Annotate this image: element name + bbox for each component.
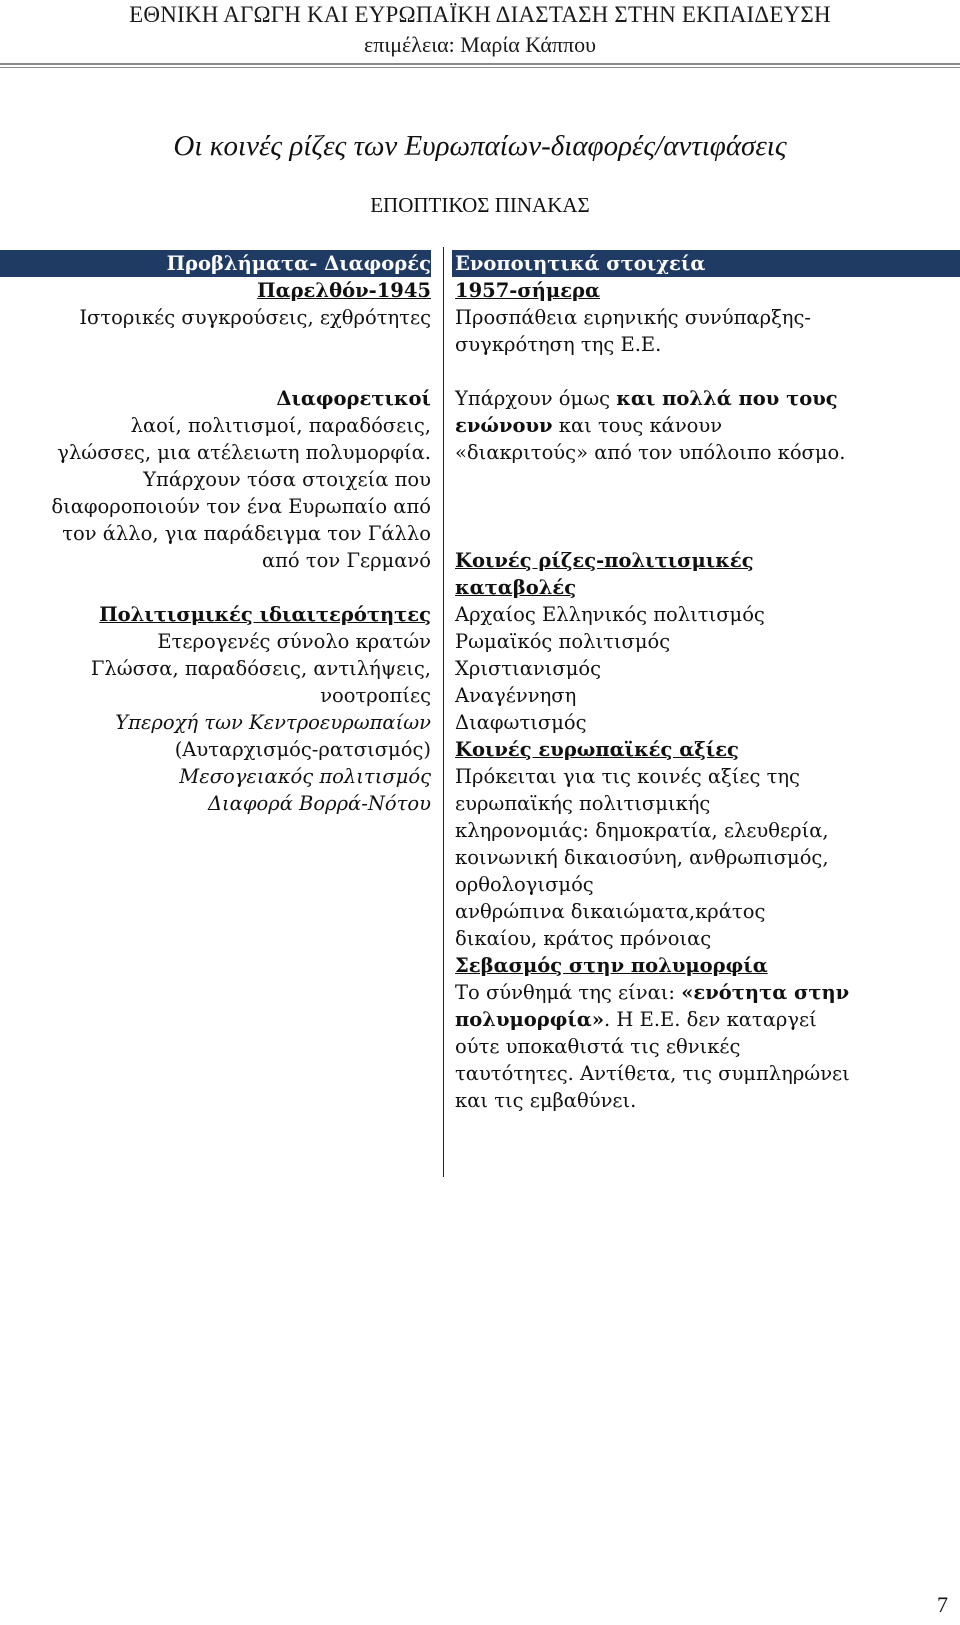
right-root-item: Αρχαίος Ελληνικός πολιτισμός — [455, 603, 765, 626]
left-period: Παρελθόν-1945 — [257, 279, 431, 302]
left-diff-heading: Διαφορετικοί — [276, 387, 431, 410]
text-bold: και πολλά που τους — [616, 387, 838, 410]
right-root-item: Χριστιανισμός — [455, 657, 602, 680]
header-rule-thin — [0, 67, 960, 68]
right-motto-line — [455, 1006, 935, 1033]
right-values-line: ορθολογισμός — [455, 873, 594, 896]
left-diff-line: τον άλλο, για παράδειγμα τον Γάλλο — [62, 522, 431, 545]
right-motto-line — [455, 979, 935, 1006]
right-values-line: ανθρώπινα δικαιώματα,κράτος — [455, 900, 766, 923]
right-heading: Ενοποιητικά στοιχεία — [452, 250, 960, 277]
right-roots-heading: Κοινές ρίζες-πολιτισμικές — [455, 549, 754, 572]
right-motto-line: ούτε υποκαθιστά τις εθνικές — [455, 1035, 741, 1058]
text-bold: «ενότητα στην — [681, 981, 850, 1004]
right-unity-text: «διακριτούς» από τον υπόλοιπο κόσμο. — [455, 441, 846, 464]
left-diff-line: λαοί, πολιτισμοί, παραδόσεις, — [130, 414, 431, 437]
left-heading: Προβλήματα- Διαφορές — [0, 250, 431, 277]
left-diff-line: από τον Γερμανό — [261, 549, 431, 572]
text: Υπάρχουν όμως — [455, 387, 617, 410]
left-cult-heading: Πολιτισμικές ιδιαιτερότητες — [99, 603, 431, 626]
right-period-desc: συγκρότηση της Ε.Ε. — [455, 333, 662, 356]
right-column — [455, 250, 935, 1114]
right-values-heading: Κοινές ευρωπαϊκές αξίες — [455, 738, 739, 761]
left-italic-2: Μεσογειακός πολιτισμός — [179, 765, 431, 788]
right-period-desc: Προσπάθεια ειρηνικής συνύπαρξης- — [455, 306, 811, 329]
left-cult-line: Ετερογενές σύνολο κρατών — [157, 630, 431, 653]
left-italic-3: Διαφορά Βορρά-Νότου — [207, 792, 431, 815]
text-bold: ενώνουν — [455, 414, 553, 437]
left-period-desc: Ιστορικές συγκρούσεις, εχθρότητες — [79, 306, 431, 329]
right-motto-line: και τις εμβαθύνει. — [455, 1089, 637, 1112]
right-values-line: κοινωνική δικαιοσύνη, ανθρωπισμός, — [455, 846, 829, 869]
left-cult-line: Γλώσσα, παραδόσεις, αντιλήψεις, — [90, 657, 431, 680]
left-diff-line: γλώσσες, μια ατέλειωτη πολυμορφία. — [57, 441, 431, 464]
right-values-line: Πρόκειται για τις κοινές αξίες της — [455, 765, 800, 788]
text: Το σύνθημά της είναι: — [455, 981, 682, 1004]
document-title: Οι κοινές ρίζες των Ευρωπαίων-διαφορές/αντιφάσεις — [173, 130, 787, 162]
spacer — [455, 466, 935, 520]
page-header — [0, 0, 960, 60]
column-divider — [443, 247, 444, 1177]
right-motto-line: ταυτότητες. Αντίθετα, τις συμπληρώνει — [455, 1062, 850, 1085]
right-values-line: δικαίου, κράτος πρόνοιας — [455, 927, 712, 950]
right-values-line: κληρονομιάς: δημοκρατία, ελευθερία, — [455, 819, 829, 842]
page-number: 7 — [937, 1592, 948, 1617]
header-title: ΕΘΝΙΚΗ ΑΓΩΓΗ ΚΑΙ ΕΥΡΩΠΑΪΚΗ ΔΙΑΣΤΑΣΗ ΣΤΗΝ ΕΚΠΑΙΔΕΥΣΗ — [129, 2, 831, 27]
right-root-item: Ρωμαϊκός πολιτισμός — [455, 630, 671, 653]
left-paren: (Αυταρχισμός-ρατσισμός) — [174, 738, 431, 761]
text: και τους κάνουν — [552, 414, 723, 437]
right-respect-heading: Σεβασμός στην πολυμορφία — [455, 954, 768, 977]
header-rule — [0, 63, 960, 65]
right-values-line: ευρωπαϊκής πολιτισμικής — [455, 792, 711, 815]
right-unity-text — [455, 412, 935, 439]
right-root-item: Αναγέννηση — [455, 684, 577, 707]
header-editor: επιμέλεια: Μαρία Κάππου — [364, 32, 596, 57]
spacer — [455, 358, 935, 385]
right-period: 1957-σήμερα — [455, 279, 601, 302]
spacer — [0, 574, 431, 601]
left-column — [0, 250, 431, 817]
right-roots-heading: καταβολές — [455, 576, 577, 599]
text-bold: πολυμορφία» — [455, 1008, 605, 1031]
text: . Η Ε.Ε. δεν καταργεί — [604, 1008, 817, 1031]
left-diff-line: Υπάρχουν τόσα στοιχεία που — [143, 468, 431, 491]
document-subtitle: ΕΠΟΠΤΙΚΟΣ ΠΙΝΑΚΑΣ — [370, 193, 590, 217]
spacer — [0, 331, 431, 385]
spacer — [455, 520, 935, 547]
left-diff-line: διαφοροποιούν τον ένα Ευρωπαίο από — [51, 495, 431, 518]
right-unity-text — [455, 385, 935, 412]
left-cult-line: νοοτροπίες — [320, 684, 431, 707]
left-italic-1: Υπεροχή των Κεντροευρωπαίων — [115, 711, 431, 734]
right-root-item: Διαφωτισμός — [455, 711, 587, 734]
